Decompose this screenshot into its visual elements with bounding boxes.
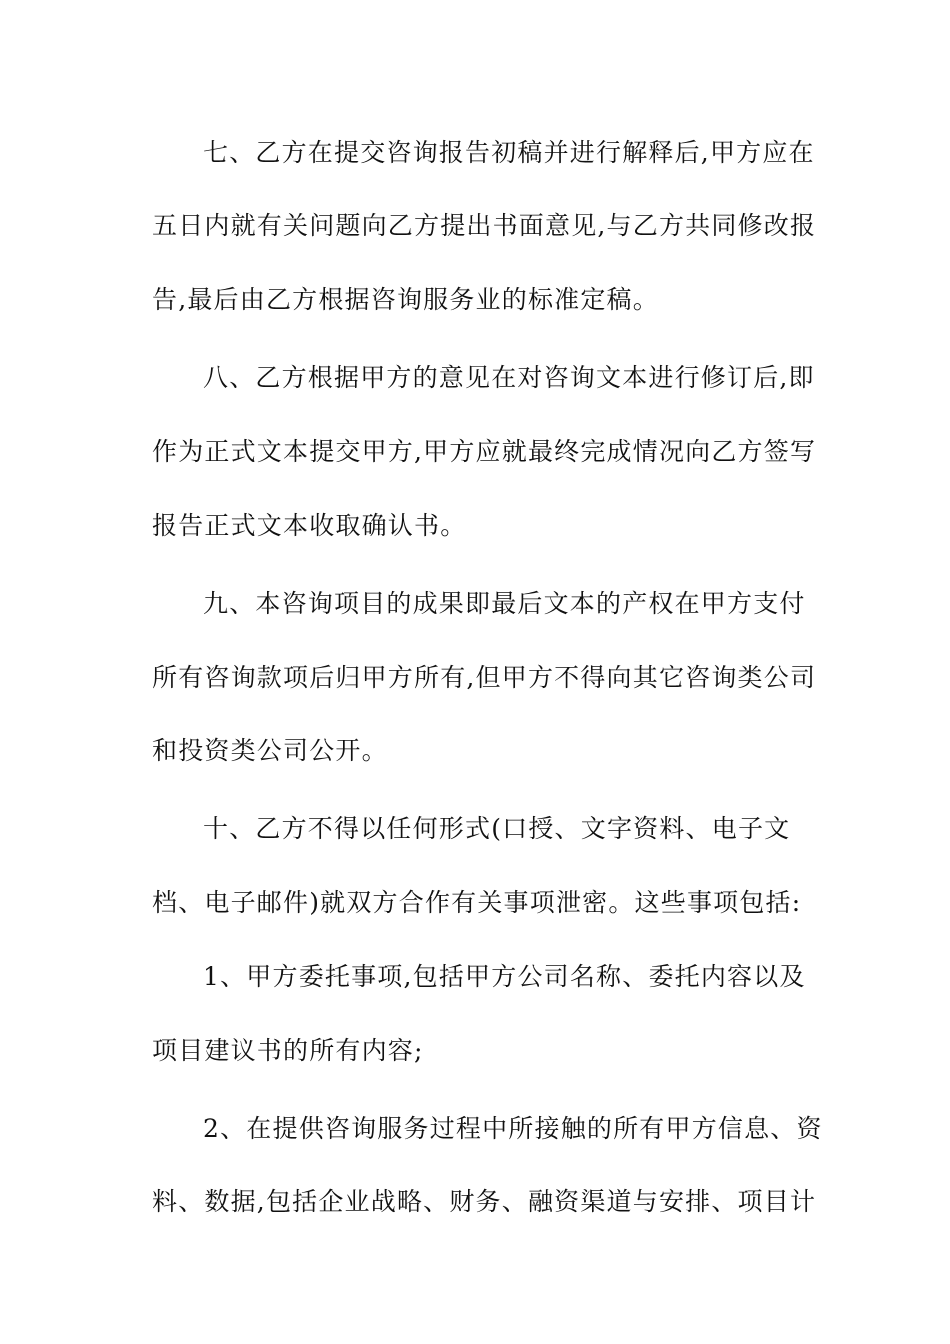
item-1-line-2: 项目建议书的所有内容; [152, 1036, 424, 1065]
clause-7-line-3: 告,最后由乙方根据咨询服务业的标准定稿。 [152, 285, 659, 314]
clause-10-line-2: 档、电子邮件)就双方合作有关事项泄密。这些事项包括: [152, 888, 802, 917]
item-2-line-1: 2、在提供咨询服务过程中所接触的所有甲方信息、资 [203, 1114, 823, 1143]
clause-9-line-2: 所有咨询款项后归甲方所有,但甲方不得向其它咨询类公司 [152, 663, 817, 692]
clause-10-line-1: 十、乙方不得以任何形式(口授、文字资料、电子文 [203, 814, 791, 843]
clause-8-line-2: 作为正式文本提交甲方,甲方应就最终完成情况向乙方签写 [152, 437, 817, 466]
clause-7-line-2: 五日内就有关问题向乙方提出书面意见,与乙方共同修改报 [152, 211, 817, 240]
clause-9-line-1: 九、本咨询项目的成果即最后文本的产权在甲方支付 [203, 589, 806, 618]
clause-9-line-3: 和投资类公司公开。 [152, 736, 388, 765]
clause-8-line-3: 报告正式文本收取确认书。 [152, 511, 467, 540]
clause-7-line-1: 七、乙方在提交咨询报告初稿并进行解释后,甲方应在 [203, 138, 815, 167]
item-2-line-2: 料、数据,包括企业战略、财务、融资渠道与安排、项目计 [152, 1187, 817, 1216]
clause-8-line-1: 八、乙方根据甲方的意见在对咨询文本进行修订后,即 [203, 363, 815, 392]
item-1-line-1: 1、甲方委托事项,包括甲方公司名称、委托内容以及 [203, 962, 806, 991]
